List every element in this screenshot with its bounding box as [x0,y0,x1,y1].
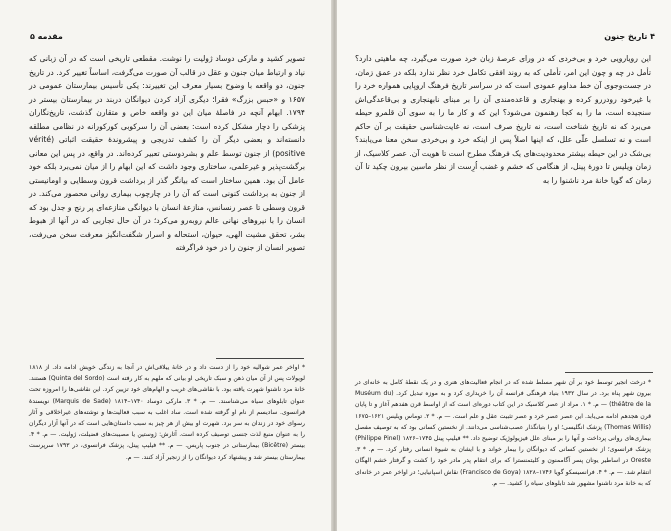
footnote-divider [565,372,653,373]
footnote-text: * درخت انجیر توسط خود بر آن شهر مسلط شده که در انجام فعالیت‌های هنری و در یک نقطهٔ کامل به خانه‌ای در بیرون شهر پناه برد. در سال ۱۹۳۲ بنیاد فرهنگی فرانسه آن را خریداری کرد و به موزه تبدیل کرد. (Muséum du théâtre de la) — م. * ۱. مراد از عصر کلاسیک در این کتاب دوره‌ای است که از اواسط قرن هفدهم آغاز و تا پایان قرن هجدهم ادامه می‌یابد. این عصر عصر خرد و عصر تثبیت عقل و علم است. — م. * ۲. توماس ویلیس ۱۶۲۱–۱۶۷۵ (Thomas Willis) پزشک انگلیسی؛ او را بنیانگذار عصب‌شناسی می‌دانند. از نخستین کسانی بود که به توصیف مفصل بیماری‌های روانی پرداخت و آنها را بر مبنای علل فیزیولوژیک توضیح داد. ** فیلیپ پینل ۱۷۴۵–۱۸۲۶ (Philippe Pinel) پزشک فرانسوی؛ از نخستین کسانی که دیوانگان را بیمار خواند و با ایشان به شیوهٔ انسانی رفتار کرد. — م. * ۳. Oreste در اساطیر یونان پسر آگاممنون و کلیتمنسترا که برای انتقام پدر مادر خود را کشت و گرفتار خشم الهگان انتقام شد. — م. * ۴. فرانسیسکو گویا ۱۷۴۶–۱۸۲۸ (Francisco de Goya) نقاش اسپانیایی؛ در اواخر عمر در خانه‌ای که به خانهٔ مرد ناشنوا مشهور شد تابلوهای سیاه را کشید. — م. [355,379,652,487]
footnote-divider [216,358,304,359]
footnotes-right [355,377,651,489]
page-header-right: ۴ تاریخ جنون [604,32,655,41]
main-text-left [29,52,305,255]
body-paragraph: این رویارویی خرد و بی‌خردی که در ورای عرصهٔ زبان خرد صورت می‌گیرد، چه ماهیتی دارد؟ تأمل در چه و چون این امر، تأملی که به روند افقی تکامل خرد نظر ندارد بلکه در عمق زمان، در جست‌وجوی آن خط مداوم عمودی است که در سراسر تاریخ فرهنگ اروپایی همواره خرد را با غیرخود رودررو کرده و بهنجاری و قاعده‌مندی آن را بر مبنای نابهنجاری و بی‌قاعدگی‌اش سنجیده است، ما را به کجا رهنمون می‌شود؟ این که و کار ما را به سوی آن قلمرو حیطه می‌برد که نه تاریخ شناخت است، نه تاریخ صرف است، نه غایت‌شناسی حقیقت بر آن حاکم است و نه تسلسل علّی علل، که اینها اصلاً پس از اینکه خرد و بی‌خردی سخن معنا می‌یابند؟ بی‌شک در این حیطه بیشتر محدودیت‌های یک فرهنگ مطرح است تا هویت آن. عصر کلاسیک، از زمان ویلیس تا دورهٔ پینل، از هنگامی که خشم و غضب اُرِست از نظر ماسین بیرون چکید تا آن زمان که گویا خانهٔ مرد ناشنوا را به [355,54,651,185]
right-page [337,0,671,531]
body-paragraph: تصویر کشید و مارکی دوساد ژولیت را نوشت. مقطعی تاریخی است که در آن زبانی که نیاد و ارتباط میان جنون و عقل در قالب آن صورت می‌گرفت، اساساً تغییر کرد. در تاریخ جنون، دو واقعه با وضوح بسیار معرف این تغییرند: یکی تأسیس بیمارستان عمومی در ۱۶۵۷ و «حبس بزرگ» فقرا؛ دیگری آزاد کردن دیوانگان دربند در بیمارستان بیستر در ۱۷۹۴. ابهام آنچه در فاصلهٔ میان این دو واقعه خاص و متقارن گذشت، تاریخ‌نگاران پزشکی را دچار مشکل کرده است: بعضی آن را سرکوبی کورکورانه در نظامی مطلقه دانسته‌اند و بعضی دیگر آن را کشف تدریجی و پیشروندهٔ حقیقت اثباتی (vérité positive) از جنون توسط علم و بشردوستی تعبیر کرده‌اند. در واقع، در پس این معانی برگشت‌پذیر و غیرعلمی، ساختاری وجود داشت که این ابهام را از میان نمی‌برد بلکه خود عامل آن بود. همین ساختار است که بیانگر گذر از برداشت قرون وسطایی و اومانیستی از جنون به برداشت کنونی است که آن را در چارچوب بیماری روانی محصور می‌کند. در قرون وسطی تا عصر رنسانس، منازعهٔ انسان با دیوانگی منازعه‌ای پر رنج و جدل بود که انسان را با نیروهای نهانی عالم روبه‌رو می‌کرد؛ در آن حال تجاربی که در آنها از هبوط بشر، تحقق مشیت الهی، حیوان، استحاله و اسرار شگفت‌انگیز معرفت سخن می‌رفت، تصویر انسان از جنون را در خود فراگرفته [29,54,305,252]
main-text-right [355,52,651,187]
page-header-left: مقدمه ۵ [30,32,63,41]
footnote-text: * اواخر عمر شوالیه خود را از دست داد و در خانهٔ ییلاقی‌اش در آنجا به زندگی خویش ادامه داد. از ۱۸۱۸ لویولات پس از آن میان ذهن و سبک تاریخی او بیانی که ملهم به کار رفته است (Quinta del Sordo) هستند. خانهٔ مرد ناشنوا شهرت یافته بود. با نقاشی‌های غریب و الهام‌های خود تزیین کرد. این نقاشی‌ها را امروزه تحت عنوان تابلوهای سیاه می‌شناسند. — م. * ۳. مارکی دوساد ۱۷۴۰–۱۸۱۴ (Marquis de Sade) نویسندهٔ فرانسوی. سادیسم از نام او گرفته شده است. ساد اغلب به سبب فعالیت‌ها و نوشته‌های غیراخلاقی و آثار رسوای خود در زندان به سر برد. شهرت او بیش از هر چیز به سبب داستان‌هایی است که در آنها آزار دیگران را به عنوان منبع لذت جنسی توصیف کرده است. آثارش: ژوستین یا مصیبت‌های فضیلت، ژولیت. — م. * ۴. بیستر (Bicêtre) بیمارستانی در جنوب پاریس. — م. ** فیلیپ پینل، پزشک فرانسوی، در ۱۷۹۳ سرپرست بیمارستان بیستر شد و پیشنهاد کرد دیوانگان را از زنجیر آزاد کنند. — م. [29,364,305,461]
footnotes-left [29,362,305,463]
left-page [0,0,333,531]
